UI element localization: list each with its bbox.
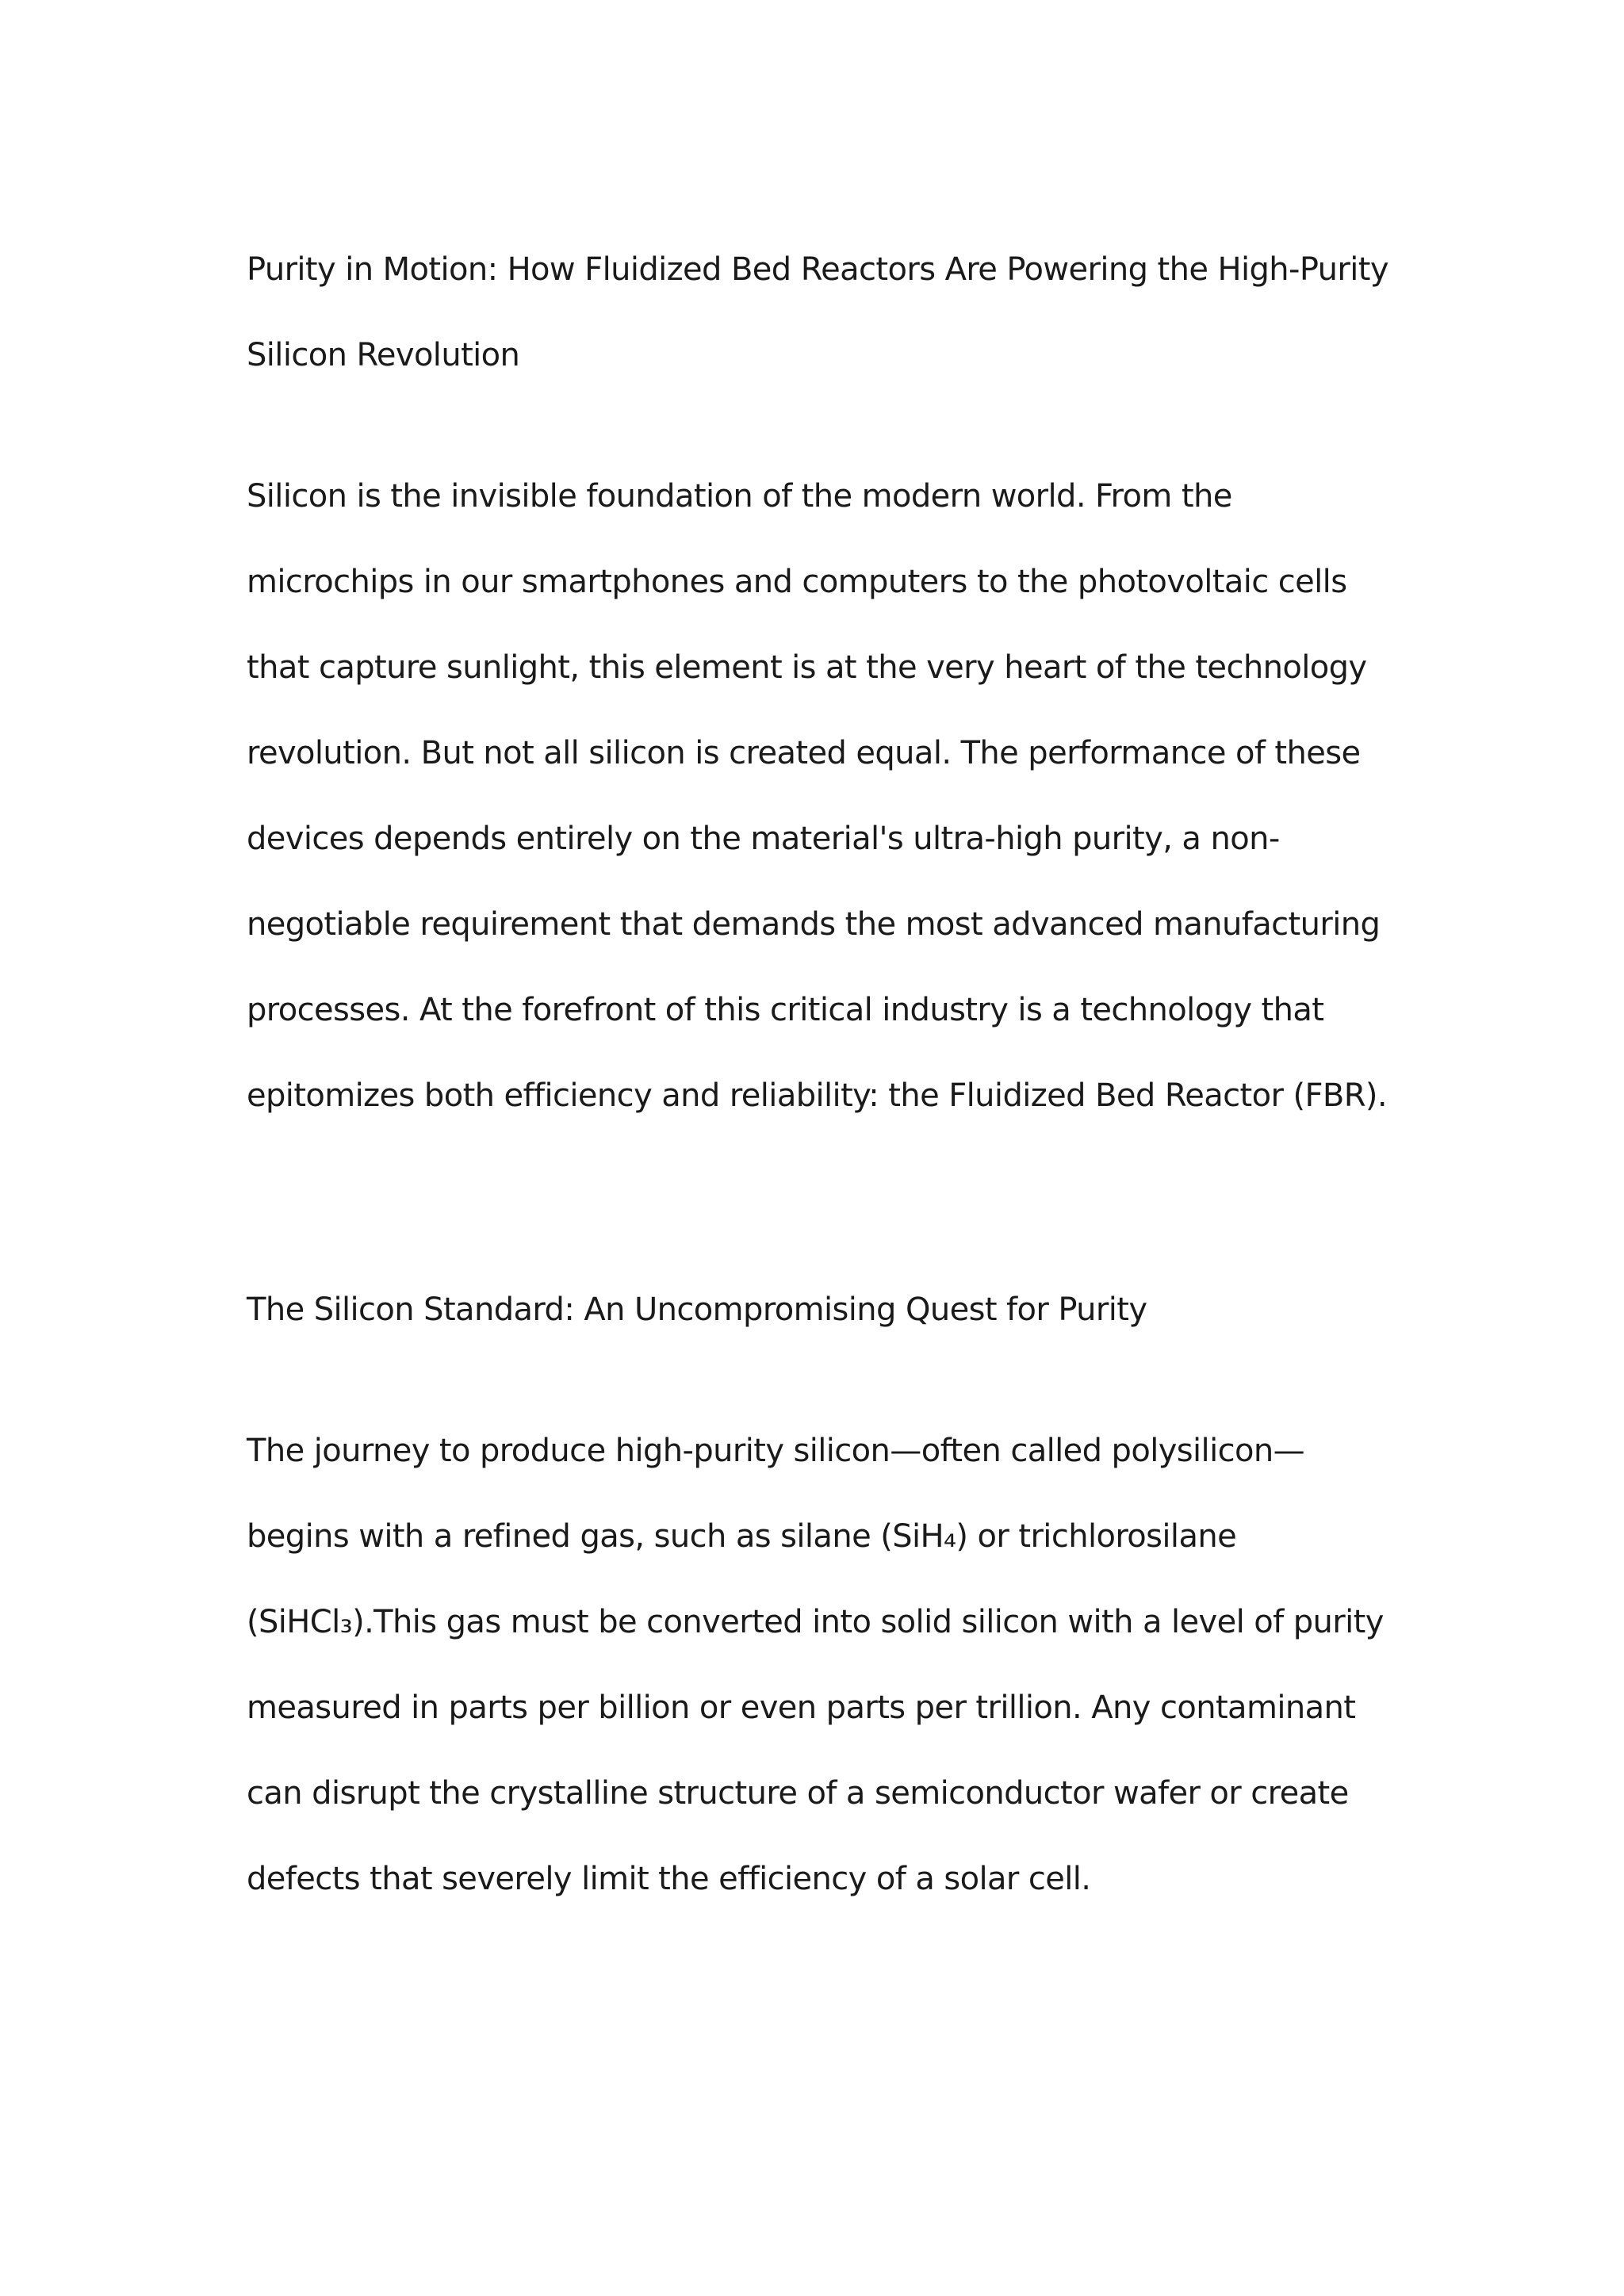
section-paragraph: The journey to produce high-purity silicon—often called polysilicon—begins with a refined gas, such as silane (SiH₄) or trichlorosilane (SiHCl₃).This gas must be converted into solid silicon with a level of purity measured in parts per billion or even parts per trillion. Any contaminant can disrupt the crystalline structure of a semiconductor wafer or create defects that severely limit the efficiency of a solar cell. — [247, 1433, 1384, 1897]
document-body — [247, 227, 1404, 1922]
document-title: Purity in Motion: How Fluidized Bed Reactors Are Powering the High-Purity Silicon Revolution — [247, 251, 1388, 373]
intro-paragraph: Silicon is the invisible foundation of the modern world. From the microchips in our smartphones and computers to the photovoltaic cells that capture sunlight, this element is at the very heart of the technology revolution. But not all silicon is created equal. The performance of these devices depends entirely on the material's ultra-high purity, a non-negotiable requirement that demands the most advanced manufacturing processes. At the forefront of this critical industry is a technology that epitomizes both efficiency and reliability: the Fluidized Bed Reactor (FBR). — [247, 478, 1388, 1114]
section-heading: The Silicon Standard: An Uncompromising Quest for Purity — [247, 1292, 1147, 1328]
